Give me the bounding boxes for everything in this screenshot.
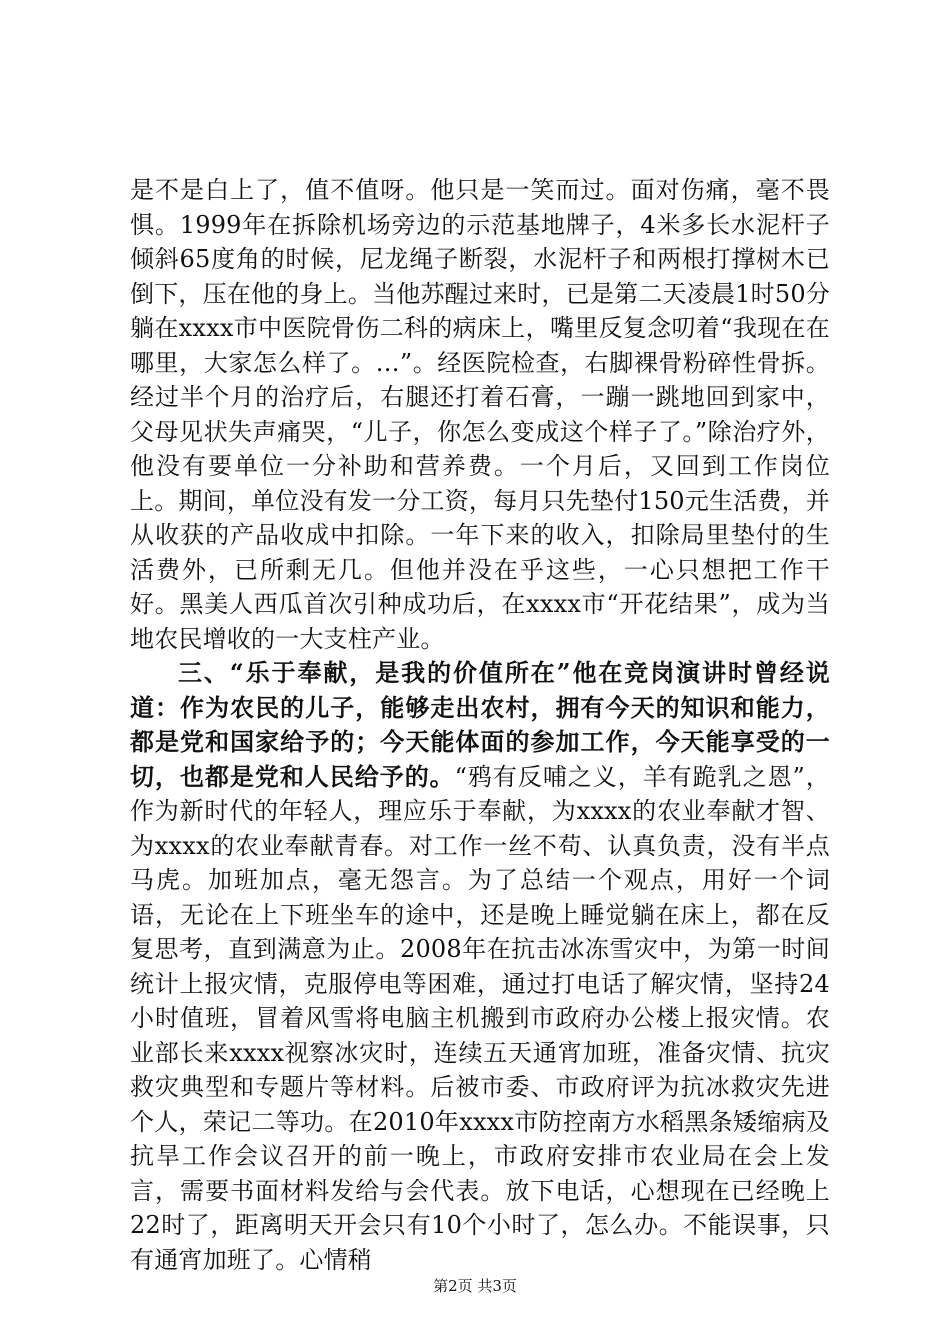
page-footer: 第2页 共3页 [433, 1277, 517, 1295]
document-body [130, 173, 830, 1277]
paragraph-1 [130, 173, 830, 656]
section-three-heading: 三、“乐于奉献，是我的价值所在”他在竞岗演讲时曾经说道：作为农民的儿子，能够走出农村，拥有今天的知识和能力，都是党和国家给予的；今天能体面的参加工作，今天能享受的一切，也都是党和人民给予的。 [130, 658, 830, 791]
paragraph-2 [130, 656, 830, 1277]
paragraph-1-text: 是不是白上了，值不值呀。他只是一笑而过。面对伤痛，毫不畏惧。1999年在拆除机场旁边的示范基地牌子，4米多长水泥杆子倾斜65度角的时候，尼龙绳子断裂，水泥杆子和两根打撑树木已倒下，压在他的身上。当他苏醒过来时，已是第二天凌晨1时50分躺在xxxx市中医院骨伤二科的病床上，嘴里反复念叨着“我现在在哪里，大家怎么样了。…”。经医院检查，右脚裸骨粉碎性骨拆。经过半个月的治疗后，右腿还打着石膏，一蹦一跳地回到家中，父母见状失声痛哭，“儿子，你怎么变成这个样子了。”除治疗外，他没有要单位一分补助和营养费。一个月后，又回到工作岗位上。期间，单位没有发一分工资，每月只先垫付150元生活费，并从收获的产品收成中扣除。一年下来的收入，扣除局里垫付的生活费外，已所剩无几。但他并没在乎这些，一心只想把工作干好。黑美人西瓜首次引种成功后，在xxxx市“开花结果”，成为当地农民增收的一大支柱产业。 [130, 176, 830, 653]
paragraph-2-text: “鸦有反哺之义，羊有跪乳之恩”，作为新时代的年轻人，理应乐于奉献，为xxxx的农业奉献才智、为xxxx的农业奉献青春。对工作一丝不苟、认真负责，没有半点马虎。加班加点，毫无怨言。为了总结一个观点，用好一个词语，无论在上下班坐车的途中，还是晚上睡觉躺在床上，都在反复思考，直到满意为止。2008年在抗击冰冻雪灾中，为第一时间统计上报灾情，克服停电等困难，通过打电话了解灾情，坚持24小时值班，冒着风雪将电脑主机搬到市政府办公楼上报灾情。农业部长来xxxx视察冰灾时，连续五天通宵加班，准备灾情、抗灾救灾典型和专题片等材料。后被市委、市政府评为抗冰救灾先进个人，荣记二等功。在2010年xxxx市防控南方水稻黑条矮缩病及抗旱工作会议召开的前一晚上，市政府安排市农业局在会上发言，需要书面材料发给与会代表。放下电话，心想现在已经晚上22时了，距离明天开会只有10个小时了，怎么办。不能误事，只有通宵加班了。心情稍 [130, 762, 830, 1274]
